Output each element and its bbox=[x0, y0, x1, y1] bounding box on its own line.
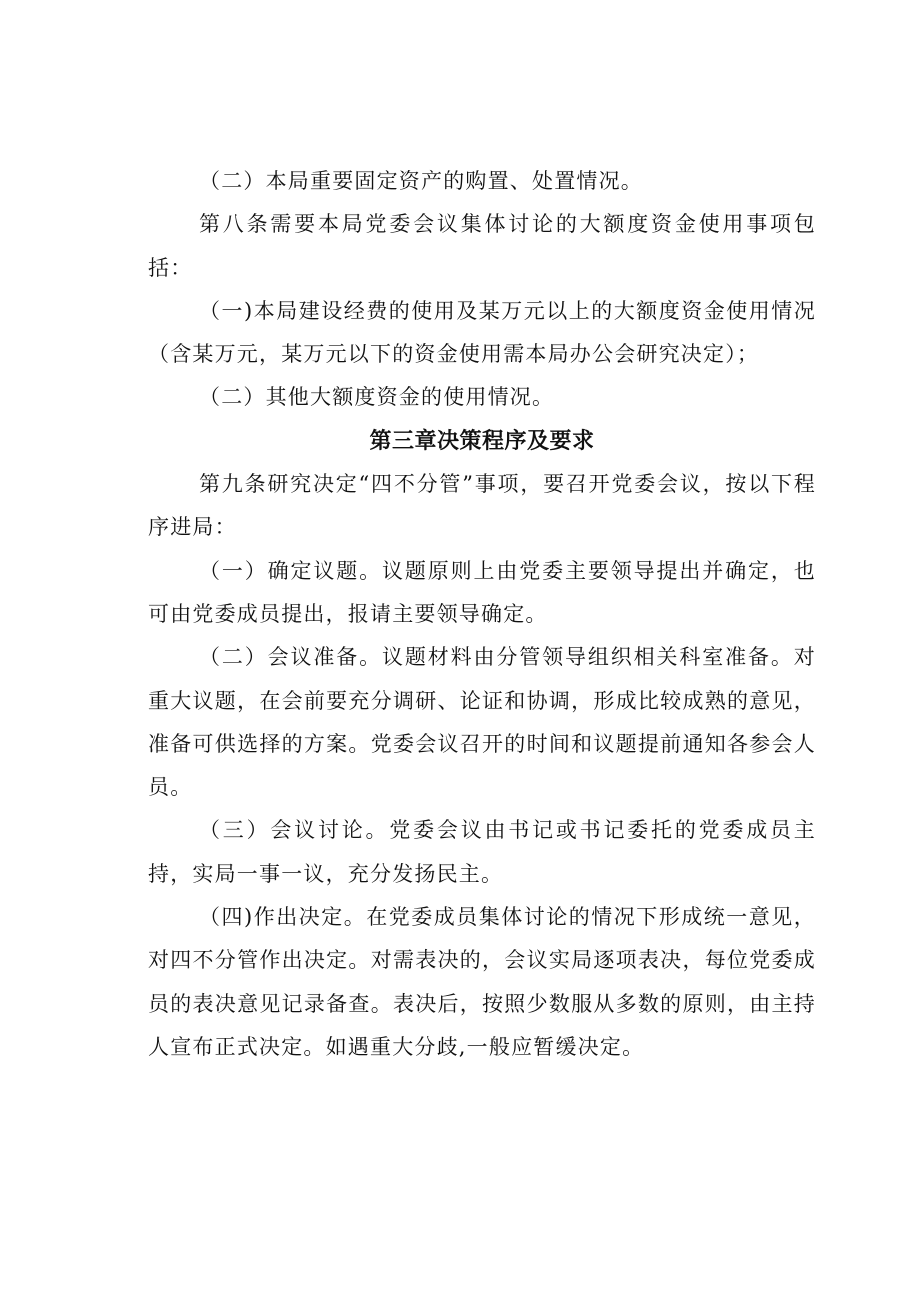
paragraph-fixed-assets: （二）本局重要固定资产的购置、处置情况。 bbox=[199, 169, 643, 193]
paragraph-meeting-preparation: （二）会议准备。议题材料由分管领导组织相关科室准备。对重大议题，在会前要充分调研、论证和协调，形成比较成熟的意见，准备可供选择的方案。党委会议召开的时间和议题提前通知各参会人员。 bbox=[148, 645, 816, 800]
paragraph-make-decision: （四)作出决定。在党委成员集体讨论的情况下形成统一意见，对四不分管作出决定。对需表决的，会议实局逐项表决，每位党委成员的表决意见记录备查。表决后，按照少数服从多数的原则，由主持人宣布正式决定。如遇重大分歧,一般应暂缓决定。 bbox=[148, 905, 816, 1059]
document-body bbox=[148, 160, 816, 1069]
paragraph-meeting-discussion: （三）会议讨论。党委会议由书记或书记委托的党委成员主持，实局一事一议，充分发扬民主。 bbox=[148, 818, 816, 886]
paragraph-other-funds: （二）其他大额度资金的使用情况。 bbox=[199, 385, 555, 410]
paragraph-article-9: 第九条研究决定“四不分管”事项，要召开党委会议，按以下程序进局： bbox=[148, 472, 816, 540]
paragraph-construction-funds: （一)本局建设经费的使用及某万元以上的大额度资金使用情况（含某万元，某万元以下的资金使用需本局办公会研究决定）； bbox=[148, 298, 816, 367]
chapter-heading: 第三章决策程序及要求 bbox=[369, 428, 595, 454]
paragraph-determine-topics: （一）确定议题。议题原则上由党委主要领导提出并确定，也可由党委成员提出，报请主要领导确定。 bbox=[148, 558, 816, 626]
paragraph-article-8: 第八条需要本局党委会议集体讨论的大额度资金使用事项包括： bbox=[148, 212, 816, 280]
